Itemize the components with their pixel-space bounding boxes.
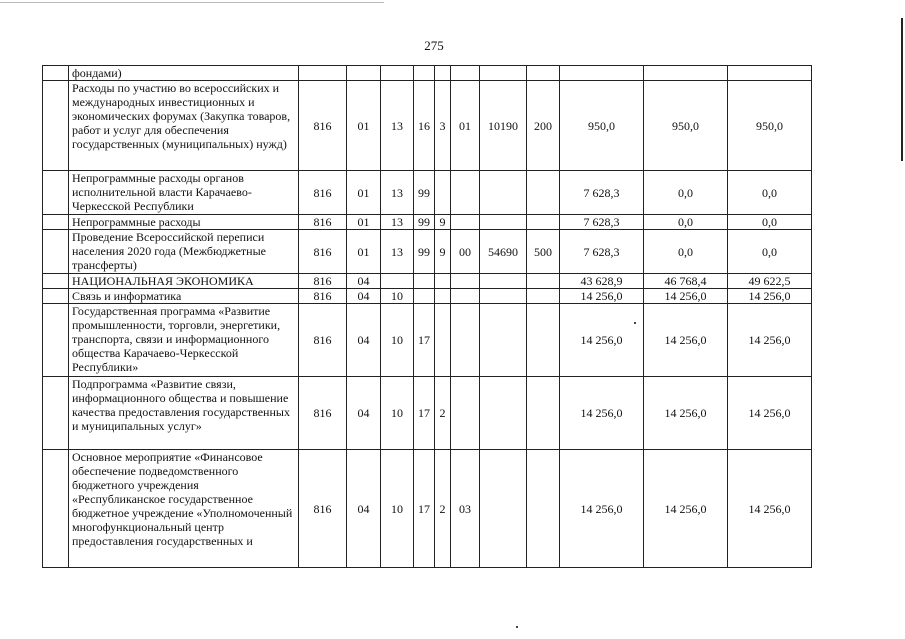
event-code-cell <box>451 215 480 230</box>
amount-2021-cell: 0,0 <box>644 215 728 230</box>
expense-type-code-cell <box>527 289 560 304</box>
table-row <box>43 171 812 215</box>
subprogram-code-cell: 9 <box>435 230 451 274</box>
amount-2020-cell: 14 256,0 <box>560 289 644 304</box>
subsection-code-cell: 10 <box>381 304 414 377</box>
event-code-cell <box>451 274 480 289</box>
item-name-cell: Государственная программа «Развитие промышленности, торговли, энергетики, транспорта, связи и информационного общества Карачаево-Черкесской Республики» <box>69 304 299 377</box>
row-number-cell <box>43 450 69 568</box>
row-number-cell <box>43 230 69 274</box>
admin-code-cell: 816 <box>299 215 347 230</box>
item-name-cell: Основное мероприятие «Финансовое обеспечение подведомственного бюджетного учреждения «Республиканское государственное бюджетное учреждение «Уполномоченный многофункциональный центр предоставления государственных и <box>69 450 299 568</box>
amount-2022-cell: 950,0 <box>728 81 812 171</box>
program-code-cell: 17 <box>414 304 435 377</box>
direction-code-cell <box>480 274 527 289</box>
section-code-cell: 04 <box>347 377 381 450</box>
direction-code-cell: 10190 <box>480 81 527 171</box>
program-code-cell: 17 <box>414 377 435 450</box>
amount-2020-cell: 7 628,3 <box>560 171 644 215</box>
table-row <box>43 274 812 289</box>
table-row <box>43 66 812 81</box>
direction-code-cell <box>480 377 527 450</box>
admin-code-cell: 816 <box>299 81 347 171</box>
amount-2020-cell: 43 628,9 <box>560 274 644 289</box>
subprogram-code-cell: 2 <box>435 450 451 568</box>
admin-code-cell <box>299 66 347 81</box>
item-name-cell: Связь и информатика <box>69 289 299 304</box>
direction-code-cell <box>480 450 527 568</box>
admin-code-cell: 816 <box>299 377 347 450</box>
section-code-cell: 01 <box>347 230 381 274</box>
row-number-cell <box>43 66 69 81</box>
expense-type-code-cell: 200 <box>527 81 560 171</box>
direction-code-cell <box>480 66 527 81</box>
amount-2021-cell: 0,0 <box>644 171 728 215</box>
section-code-cell <box>347 66 381 81</box>
admin-code-cell: 816 <box>299 171 347 215</box>
amount-2022-cell: 14 256,0 <box>728 304 812 377</box>
amount-2021-cell: 14 256,0 <box>644 289 728 304</box>
subsection-code-cell <box>381 274 414 289</box>
program-code-cell: 99 <box>414 215 435 230</box>
section-code-cell: 01 <box>347 171 381 215</box>
item-name-cell: Непрограммные расходы органов исполнительной власти Карачаево-Черкесской Республики <box>69 171 299 215</box>
scan-artifact-edge <box>901 18 903 161</box>
event-code-cell: 00 <box>451 230 480 274</box>
row-number-cell <box>43 274 69 289</box>
expense-type-code-cell <box>527 171 560 215</box>
subsection-code-cell: 13 <box>381 230 414 274</box>
amount-2020-cell: 7 628,3 <box>560 230 644 274</box>
subprogram-code-cell: 3 <box>435 81 451 171</box>
event-code-cell <box>451 171 480 215</box>
amount-2020-cell <box>560 66 644 81</box>
expense-type-code-cell <box>527 66 560 81</box>
row-number-cell <box>43 171 69 215</box>
event-code-cell <box>451 289 480 304</box>
item-name-cell: фондами) <box>69 66 299 81</box>
event-code-cell <box>451 304 480 377</box>
amount-2021-cell: 0,0 <box>644 230 728 274</box>
subsection-code-cell: 13 <box>381 171 414 215</box>
amount-2021-cell: 950,0 <box>644 81 728 171</box>
subprogram-code-cell <box>435 66 451 81</box>
subsection-code-cell: 10 <box>381 289 414 304</box>
item-name-cell: НАЦИОНАЛЬНАЯ ЭКОНОМИКА <box>69 274 299 289</box>
table-row <box>43 81 812 171</box>
admin-code-cell: 816 <box>299 450 347 568</box>
amount-2021-cell: 46 768,4 <box>644 274 728 289</box>
expense-type-code-cell <box>527 450 560 568</box>
scan-speck <box>516 626 518 628</box>
subprogram-code-cell: 2 <box>435 377 451 450</box>
subprogram-code-cell: 9 <box>435 215 451 230</box>
table-row <box>43 450 812 568</box>
item-name-cell: Подпрограмма «Развитие связи, информационного общества и повышение качества предоставления государственных и муниципальных услуг» <box>69 377 299 450</box>
amount-2021-cell: 14 256,0 <box>644 304 728 377</box>
amount-2021-cell: 14 256,0 <box>644 377 728 450</box>
program-code-cell: 17 <box>414 450 435 568</box>
subsection-code-cell: 10 <box>381 450 414 568</box>
program-code-cell: 16 <box>414 81 435 171</box>
table-row <box>43 289 812 304</box>
expense-type-code-cell <box>527 215 560 230</box>
direction-code-cell: 54690 <box>480 230 527 274</box>
page-number: 275 <box>424 38 444 53</box>
direction-code-cell <box>480 171 527 215</box>
scan-artifact-line <box>0 2 384 3</box>
item-name-cell: Непрограммные расходы <box>69 215 299 230</box>
table-row <box>43 215 812 230</box>
amount-2022-cell: 14 256,0 <box>728 377 812 450</box>
section-code-cell: 04 <box>347 304 381 377</box>
amount-2022-cell: 14 256,0 <box>728 450 812 568</box>
section-code-cell: 04 <box>347 289 381 304</box>
row-number-cell <box>43 304 69 377</box>
table-row <box>43 230 812 274</box>
event-code-cell <box>451 377 480 450</box>
expense-type-code-cell <box>527 304 560 377</box>
program-code-cell: 99 <box>414 171 435 215</box>
item-name-cell: Расходы по участию во всероссийских и международных инвестиционных и экономических форумах (Закупка товаров, работ и услуг для обеспечения государственных (муниципальных) нужд) <box>69 81 299 171</box>
subprogram-code-cell <box>435 304 451 377</box>
subsection-code-cell: 13 <box>381 81 414 171</box>
subsection-code-cell: 13 <box>381 215 414 230</box>
amount-2022-cell: 49 622,5 <box>728 274 812 289</box>
amount-2020-cell: 950,0 <box>560 81 644 171</box>
amount-2022-cell: 14 256,0 <box>728 289 812 304</box>
amount-2020-cell: 14 256,0 <box>560 377 644 450</box>
expense-type-code-cell <box>527 377 560 450</box>
budget-table <box>42 65 812 568</box>
amount-2021-cell: 14 256,0 <box>644 450 728 568</box>
program-code-cell <box>414 289 435 304</box>
event-code-cell <box>451 66 480 81</box>
amount-2021-cell <box>644 66 728 81</box>
subsection-code-cell <box>381 66 414 81</box>
table-row <box>43 304 812 377</box>
table-row <box>43 377 812 450</box>
program-code-cell <box>414 274 435 289</box>
subprogram-code-cell <box>435 171 451 215</box>
row-number-cell <box>43 289 69 304</box>
amount-2020-cell: 14 256,0 <box>560 450 644 568</box>
table-body <box>43 66 812 568</box>
admin-code-cell: 816 <box>299 304 347 377</box>
row-number-cell <box>43 377 69 450</box>
amount-2022-cell: 0,0 <box>728 215 812 230</box>
admin-code-cell: 816 <box>299 289 347 304</box>
amount-2020-cell: 14 256,0 <box>560 304 644 377</box>
admin-code-cell: 816 <box>299 230 347 274</box>
section-code-cell: 04 <box>347 450 381 568</box>
subsection-code-cell: 10 <box>381 377 414 450</box>
expense-type-code-cell: 500 <box>527 230 560 274</box>
event-code-cell: 03 <box>451 450 480 568</box>
subprogram-code-cell <box>435 274 451 289</box>
amount-2022-cell: 0,0 <box>728 230 812 274</box>
section-code-cell: 01 <box>347 81 381 171</box>
admin-code-cell: 816 <box>299 274 347 289</box>
item-name-cell: Проведение Всероссийской переписи населения 2020 года (Межбюджетные трансферты) <box>69 230 299 274</box>
row-number-cell <box>43 215 69 230</box>
direction-code-cell <box>480 215 527 230</box>
section-code-cell: 01 <box>347 215 381 230</box>
expense-type-code-cell <box>527 274 560 289</box>
direction-code-cell <box>480 289 527 304</box>
direction-code-cell <box>480 304 527 377</box>
program-code-cell <box>414 66 435 81</box>
amount-2022-cell <box>728 66 812 81</box>
amount-2020-cell: 7 628,3 <box>560 215 644 230</box>
amount-2022-cell: 0,0 <box>728 171 812 215</box>
row-number-cell <box>43 81 69 171</box>
section-code-cell: 04 <box>347 274 381 289</box>
event-code-cell: 01 <box>451 81 480 171</box>
subprogram-code-cell <box>435 289 451 304</box>
program-code-cell: 99 <box>414 230 435 274</box>
